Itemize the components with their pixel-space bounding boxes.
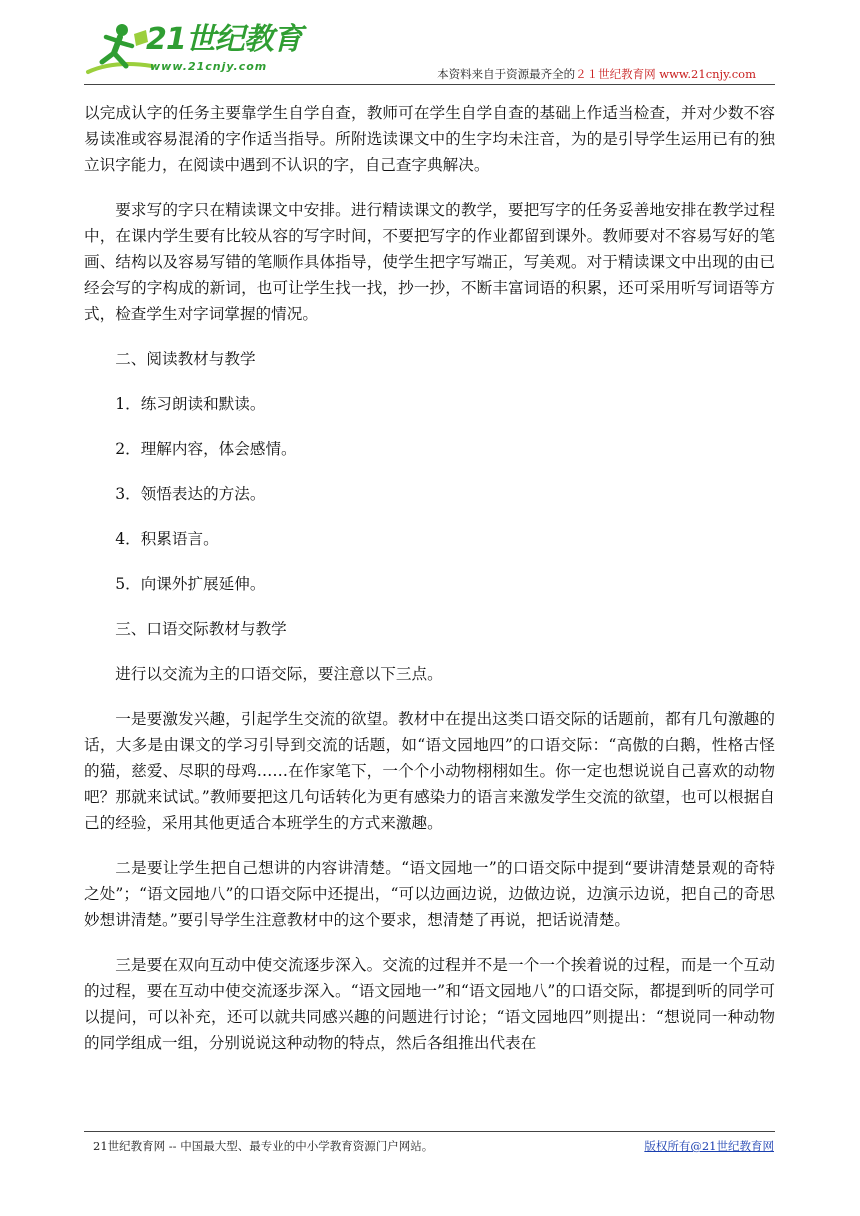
header-note-prefix: 本资料来自于资源最齐全的 — [437, 67, 576, 81]
list-item: 1．练习朗读和默读。 — [115, 395, 266, 413]
section-heading-reading: 二、阅读教材与教学 — [115, 350, 256, 368]
footer-divider — [84, 1131, 775, 1132]
paragraph-continued: 以完成认字的任务主要靠学生自学自查，教师可在学生自学自查的基础上作适当检查，并对少数不容易读准或容易混淆的字作适当指导。所附选读课文中的生字均未注音，为的是引导学生运用已有的独立识字能力，在阅读中遇到不认识的字，自己查字典解决。 — [84, 104, 775, 174]
runner-logo-icon — [84, 20, 154, 80]
paragraph-point-three: 三是要在双向互动中使交流逐步深入。交流的过程并不是一个一个挨着说的过程，而是一个互动的过程，要在互动中使交流逐步深入。“语文园地一”和“语文园地八”的口语交际，都提到听的同学可以提问，可以补充，还可以就共同感兴趣的问题进行讨论；“语文园地四”则提出：“想说同一种动物的同学组成一组，分别说说这种动物的特点，然后各组推出代表在 — [84, 956, 775, 1052]
logo-url: www.21cnjy.com — [150, 60, 268, 73]
list-item: 4．积累语言。 — [115, 530, 219, 548]
header-divider — [84, 84, 775, 85]
footer-copyright-link[interactable]: 版权所有@21世纪教育网 — [644, 1139, 774, 1153]
paragraph-point-one: 一是要激发兴趣，引起学生交流的欲望。教材中在提出这类口语交际的话题前，都有几句激趣的话，大多是由课文的学习引导到交流的话题，如“语文园地四”的口语交际：“高傲的白鹅，性格古怪的猫，慈爱、尽职的母鸡……在作家笔下，一个个小动物栩栩如生。你一定也想说说自己喜欢的动物吧？那就来试试。”教师要把这几句话转化为更有感染力的语言来激发学生交流的欲望，也可以根据自己的经验，采用其他更适合本班学生的方式来激趣。 — [84, 710, 775, 832]
paragraph-writing-characters: 要求写的字只在精读课文中安排。进行精读课文的教学，要把写字的任务妥善地安排在教学过程中，在课内学生要有比较从容的写字时间，不要把写字的作业都留到课外。教师要对不容易写好的笔画、结构以及容易写错的笔顺作具体指导，使学生把字写端正，写美观。对于精读课文中出现的由已经会写的字构成的新词，也可让学生找一找，抄一抄，不断丰富词语的积累，还可采用听写词语等方式，检查学生对字词掌握的情况。 — [84, 201, 775, 323]
header-note-site-name: ２１世纪教育网 — [575, 67, 656, 81]
document-body — [84, 100, 775, 1075]
page-header — [0, 0, 860, 92]
paragraph-point-two: 二是要让学生把自己想讲的内容讲清楚。“语文园地一”的口语交际中提到“要讲清楚景观的奇特之处”；“语文园地八”的口语交际中还提出，“可以边画边说，边做边说，边演示边说，把自己的奇思妙想讲清楚。”要引导学生注意教材中的这个要求，想清楚了再说，把话说清楚。 — [84, 859, 775, 929]
list-item: 5．向课外扩展延伸。 — [115, 575, 266, 593]
paragraph-oral-intro: 进行以交流为主的口语交际，要注意以下三点。 — [115, 665, 443, 683]
list-item: 3．领悟表达的方法。 — [115, 485, 266, 503]
header-source-note — [437, 66, 756, 82]
list-item: 2．理解内容，体会感情。 — [115, 440, 297, 458]
logo-text: 21世纪教育 — [146, 22, 302, 57]
header-note-url[interactable]: www.21cnjy.com — [659, 67, 756, 81]
section-heading-oral: 三、口语交际教材与教学 — [115, 620, 287, 638]
site-logo[interactable] — [84, 20, 314, 80]
footer-tagline: 21世纪教育网 -- 中国最大型、最专业的中小学教育资源门户网站。 — [93, 1139, 434, 1153]
